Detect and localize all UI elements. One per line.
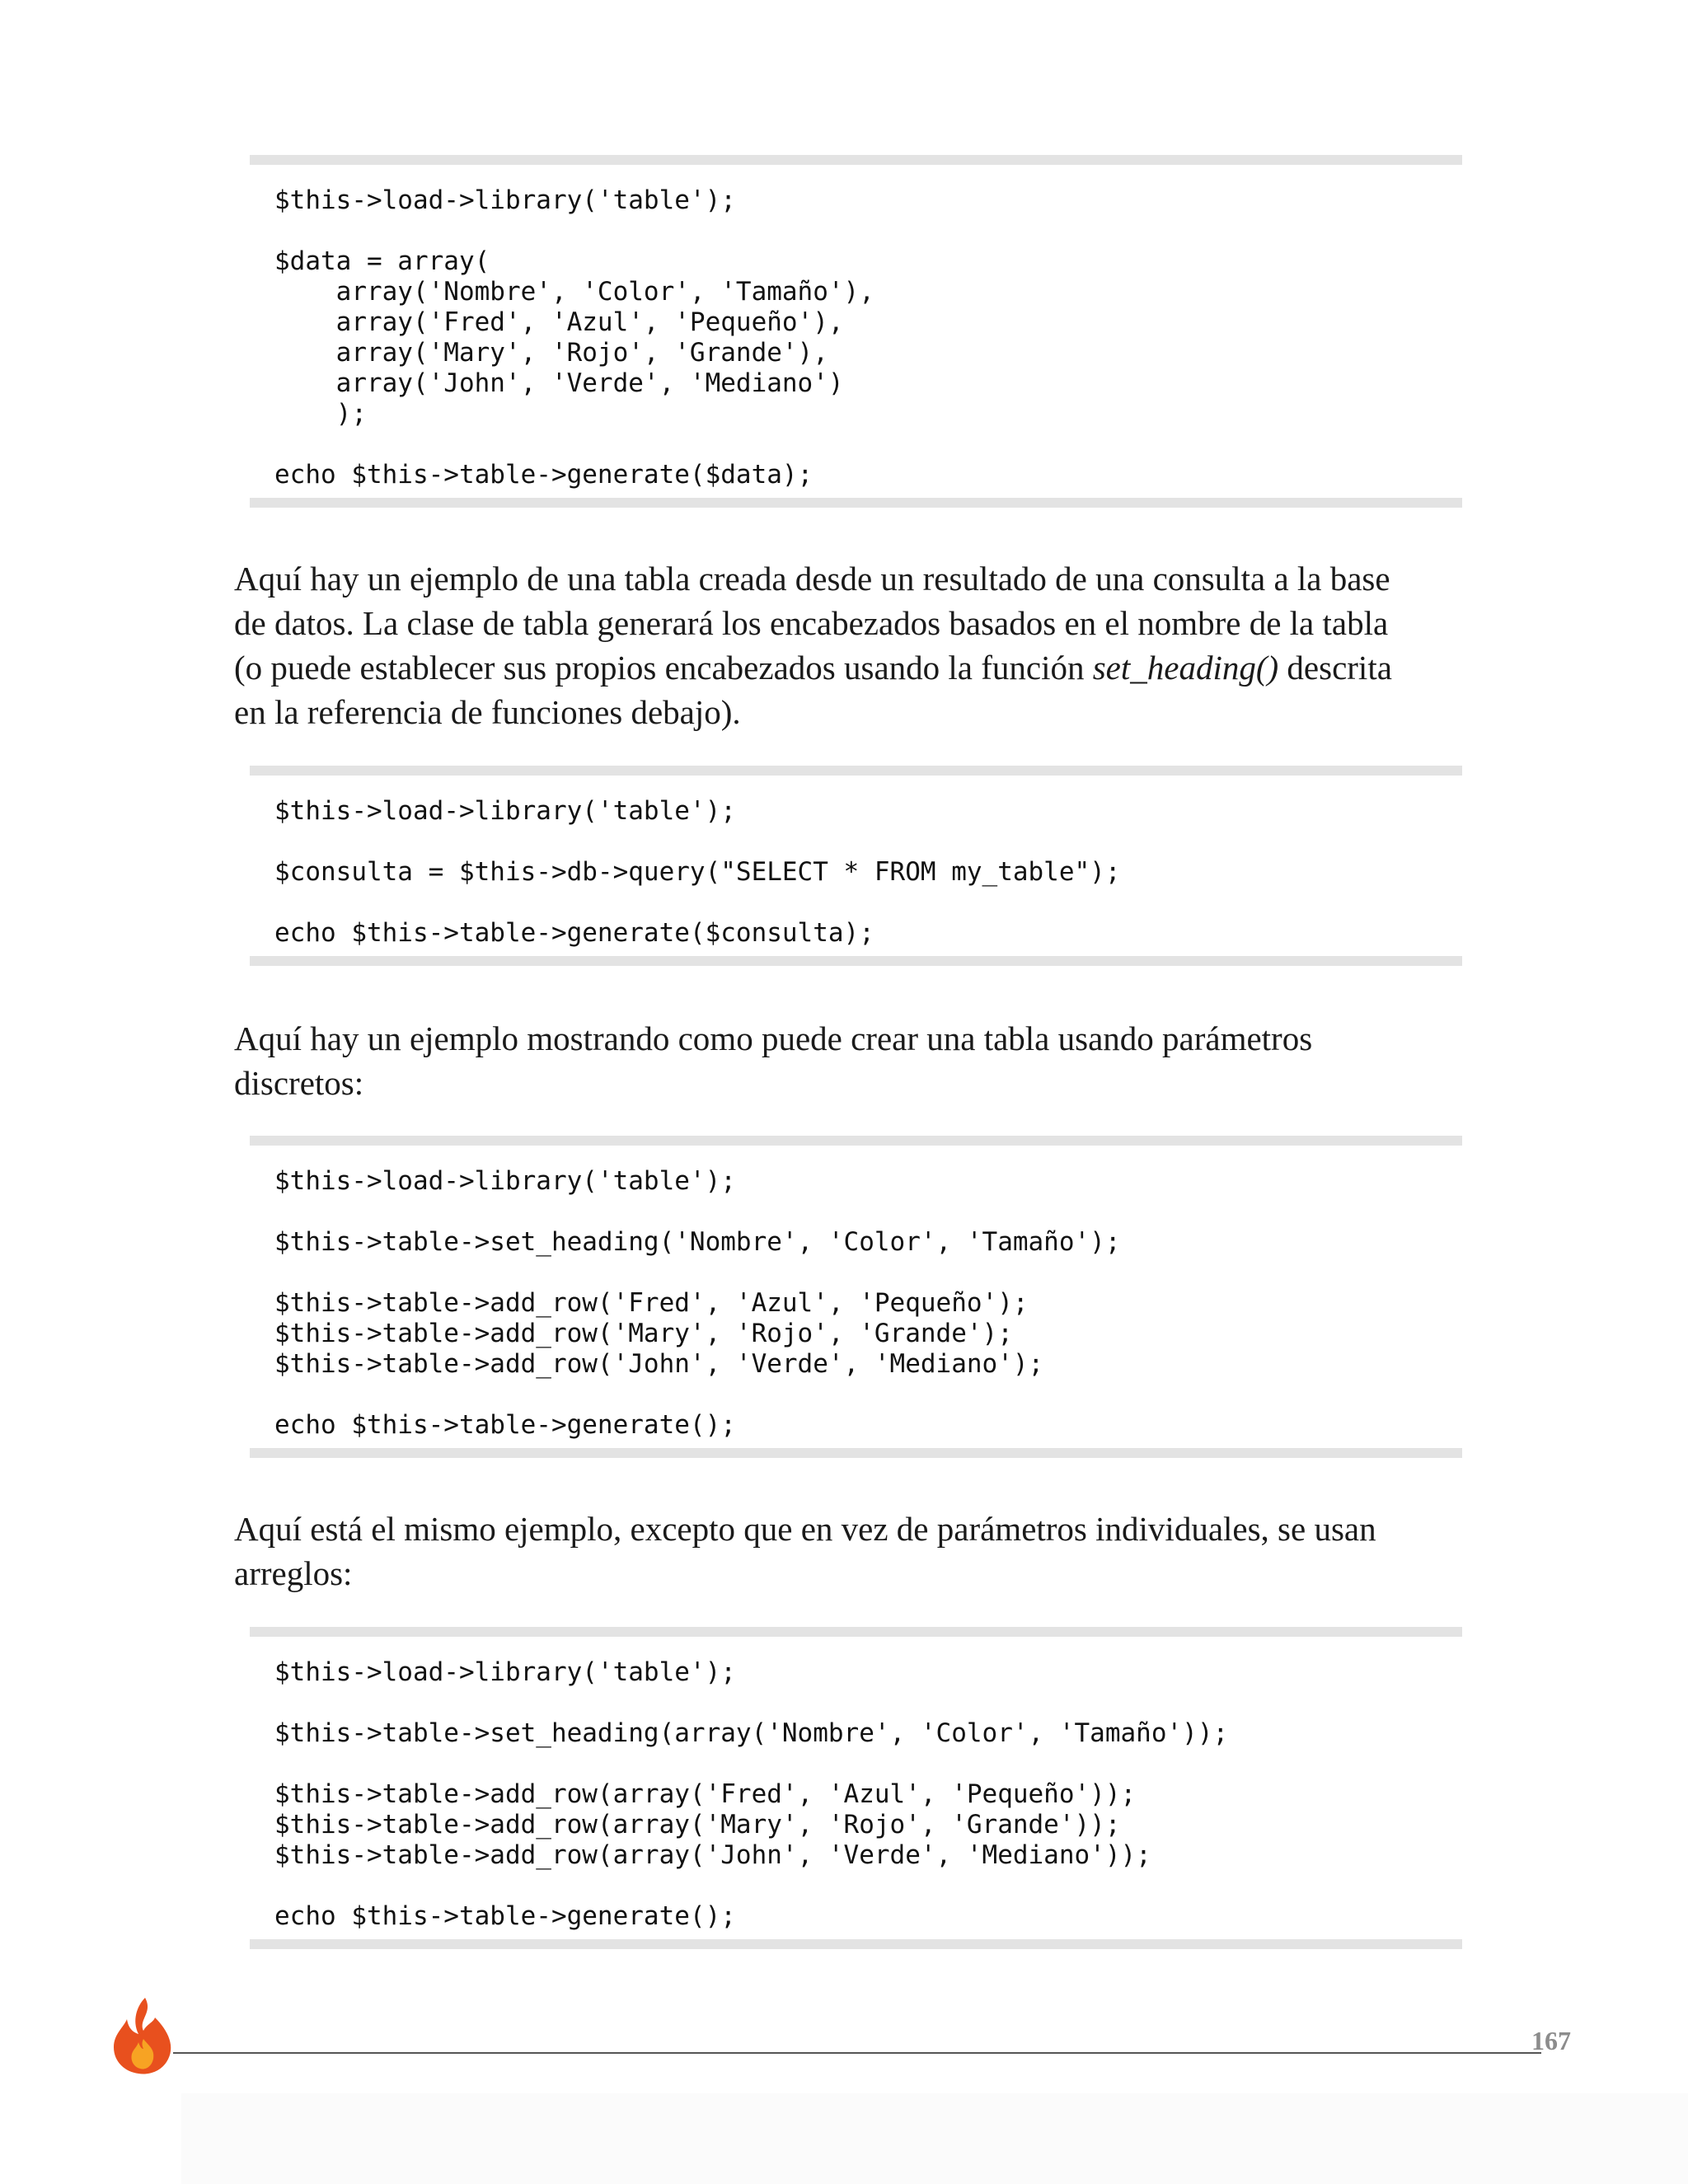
code-line: $this->table->add_row('John', 'Verde', 'Mediano');: [274, 1349, 1044, 1379]
code-line: $this->table->add_row('Fred', 'Azul', 'Pequeño');: [274, 1288, 1029, 1318]
code-line: $this->table->add_row(array('Mary', 'Rojo', 'Grande'));: [274, 1810, 1121, 1840]
paragraph-line: de datos. La clase de tabla generará los encabezados basados en el nombre de la tabla: [234, 604, 1389, 642]
code-block-3: [250, 1136, 1462, 1458]
code-line: $this->table->add_row('Mary', 'Rojo', 'Grande');: [274, 1319, 1013, 1348]
code-line: $this->table->add_row(array('Fred', 'Azul', 'Pequeño'));: [274, 1779, 1137, 1809]
code-line: array('Nombre', 'Color', 'Tamaño'),: [274, 277, 874, 307]
code-line: $this->load->library('table');: [274, 796, 736, 826]
code-line: echo $this->table->generate();: [274, 1410, 736, 1440]
code-block-4: [250, 1627, 1462, 1949]
code-line: $data = array(: [274, 246, 490, 276]
codeigniter-flame-icon: [106, 1994, 180, 2077]
code-line: $this->load->library('table');: [274, 1657, 736, 1687]
paragraph-3: [234, 1507, 1520, 1596]
paragraph-line: discretos:: [234, 1064, 364, 1102]
code-block-2: [250, 766, 1462, 966]
code-line: $this->table->set_heading('Nombre', 'Color', 'Tamaño');: [274, 1227, 1121, 1257]
footer-rule: [173, 2052, 1541, 2054]
code-line: echo $this->table->generate($data);: [274, 460, 814, 490]
code-line: array('Fred', 'Azul', 'Pequeño'),: [274, 307, 844, 337]
code-line: $consulta = $this->db->query("SELECT * FROM my_table");: [274, 857, 1121, 887]
paragraph-line: Aquí hay un ejemplo de una tabla creada desde un resultado de una consulta a la base: [234, 560, 1390, 598]
function-name: set_heading(): [1092, 649, 1279, 687]
code-line: array('Mary', 'Rojo', 'Grande'),: [274, 338, 828, 368]
page-number: 167: [1531, 2026, 1571, 2055]
code-line: );: [274, 399, 367, 429]
paragraph-line: en la referencia de funciones debajo).: [234, 693, 741, 731]
paragraph-line: [234, 645, 1520, 690]
paragraph-text: (o puede establecer sus propios encabezados usando la función: [234, 649, 1093, 687]
paragraph-1: [234, 556, 1520, 734]
paragraph-line: Aquí hay un ejemplo mostrando como puede crear una tabla usando parámetros: [234, 1019, 1313, 1057]
paragraph-text: descrita: [1278, 649, 1392, 687]
code-line: echo $this->table->generate($consulta);: [274, 918, 874, 948]
code-line: echo $this->table->generate();: [274, 1901, 736, 1931]
code-block-1: [250, 155, 1462, 508]
paragraph-2: [234, 1016, 1520, 1105]
paragraph-line: arreglos:: [234, 1554, 353, 1592]
code-line: $this->load->library('table');: [274, 1166, 736, 1196]
code-line: array('John', 'Verde', 'Mediano'): [274, 368, 844, 398]
paragraph-line: Aquí está el mismo ejemplo, excepto que en vez de parámetros individuales, se usan: [234, 1510, 1376, 1548]
code-line: $this->load->library('table');: [274, 185, 736, 215]
footer-background: [181, 2093, 1688, 2184]
code-line: $this->table->set_heading(array('Nombre', 'Color', 'Tamaño'));: [274, 1718, 1229, 1748]
code-line: $this->table->add_row(array('John', 'Verde', 'Mediano'));: [274, 1840, 1151, 1870]
